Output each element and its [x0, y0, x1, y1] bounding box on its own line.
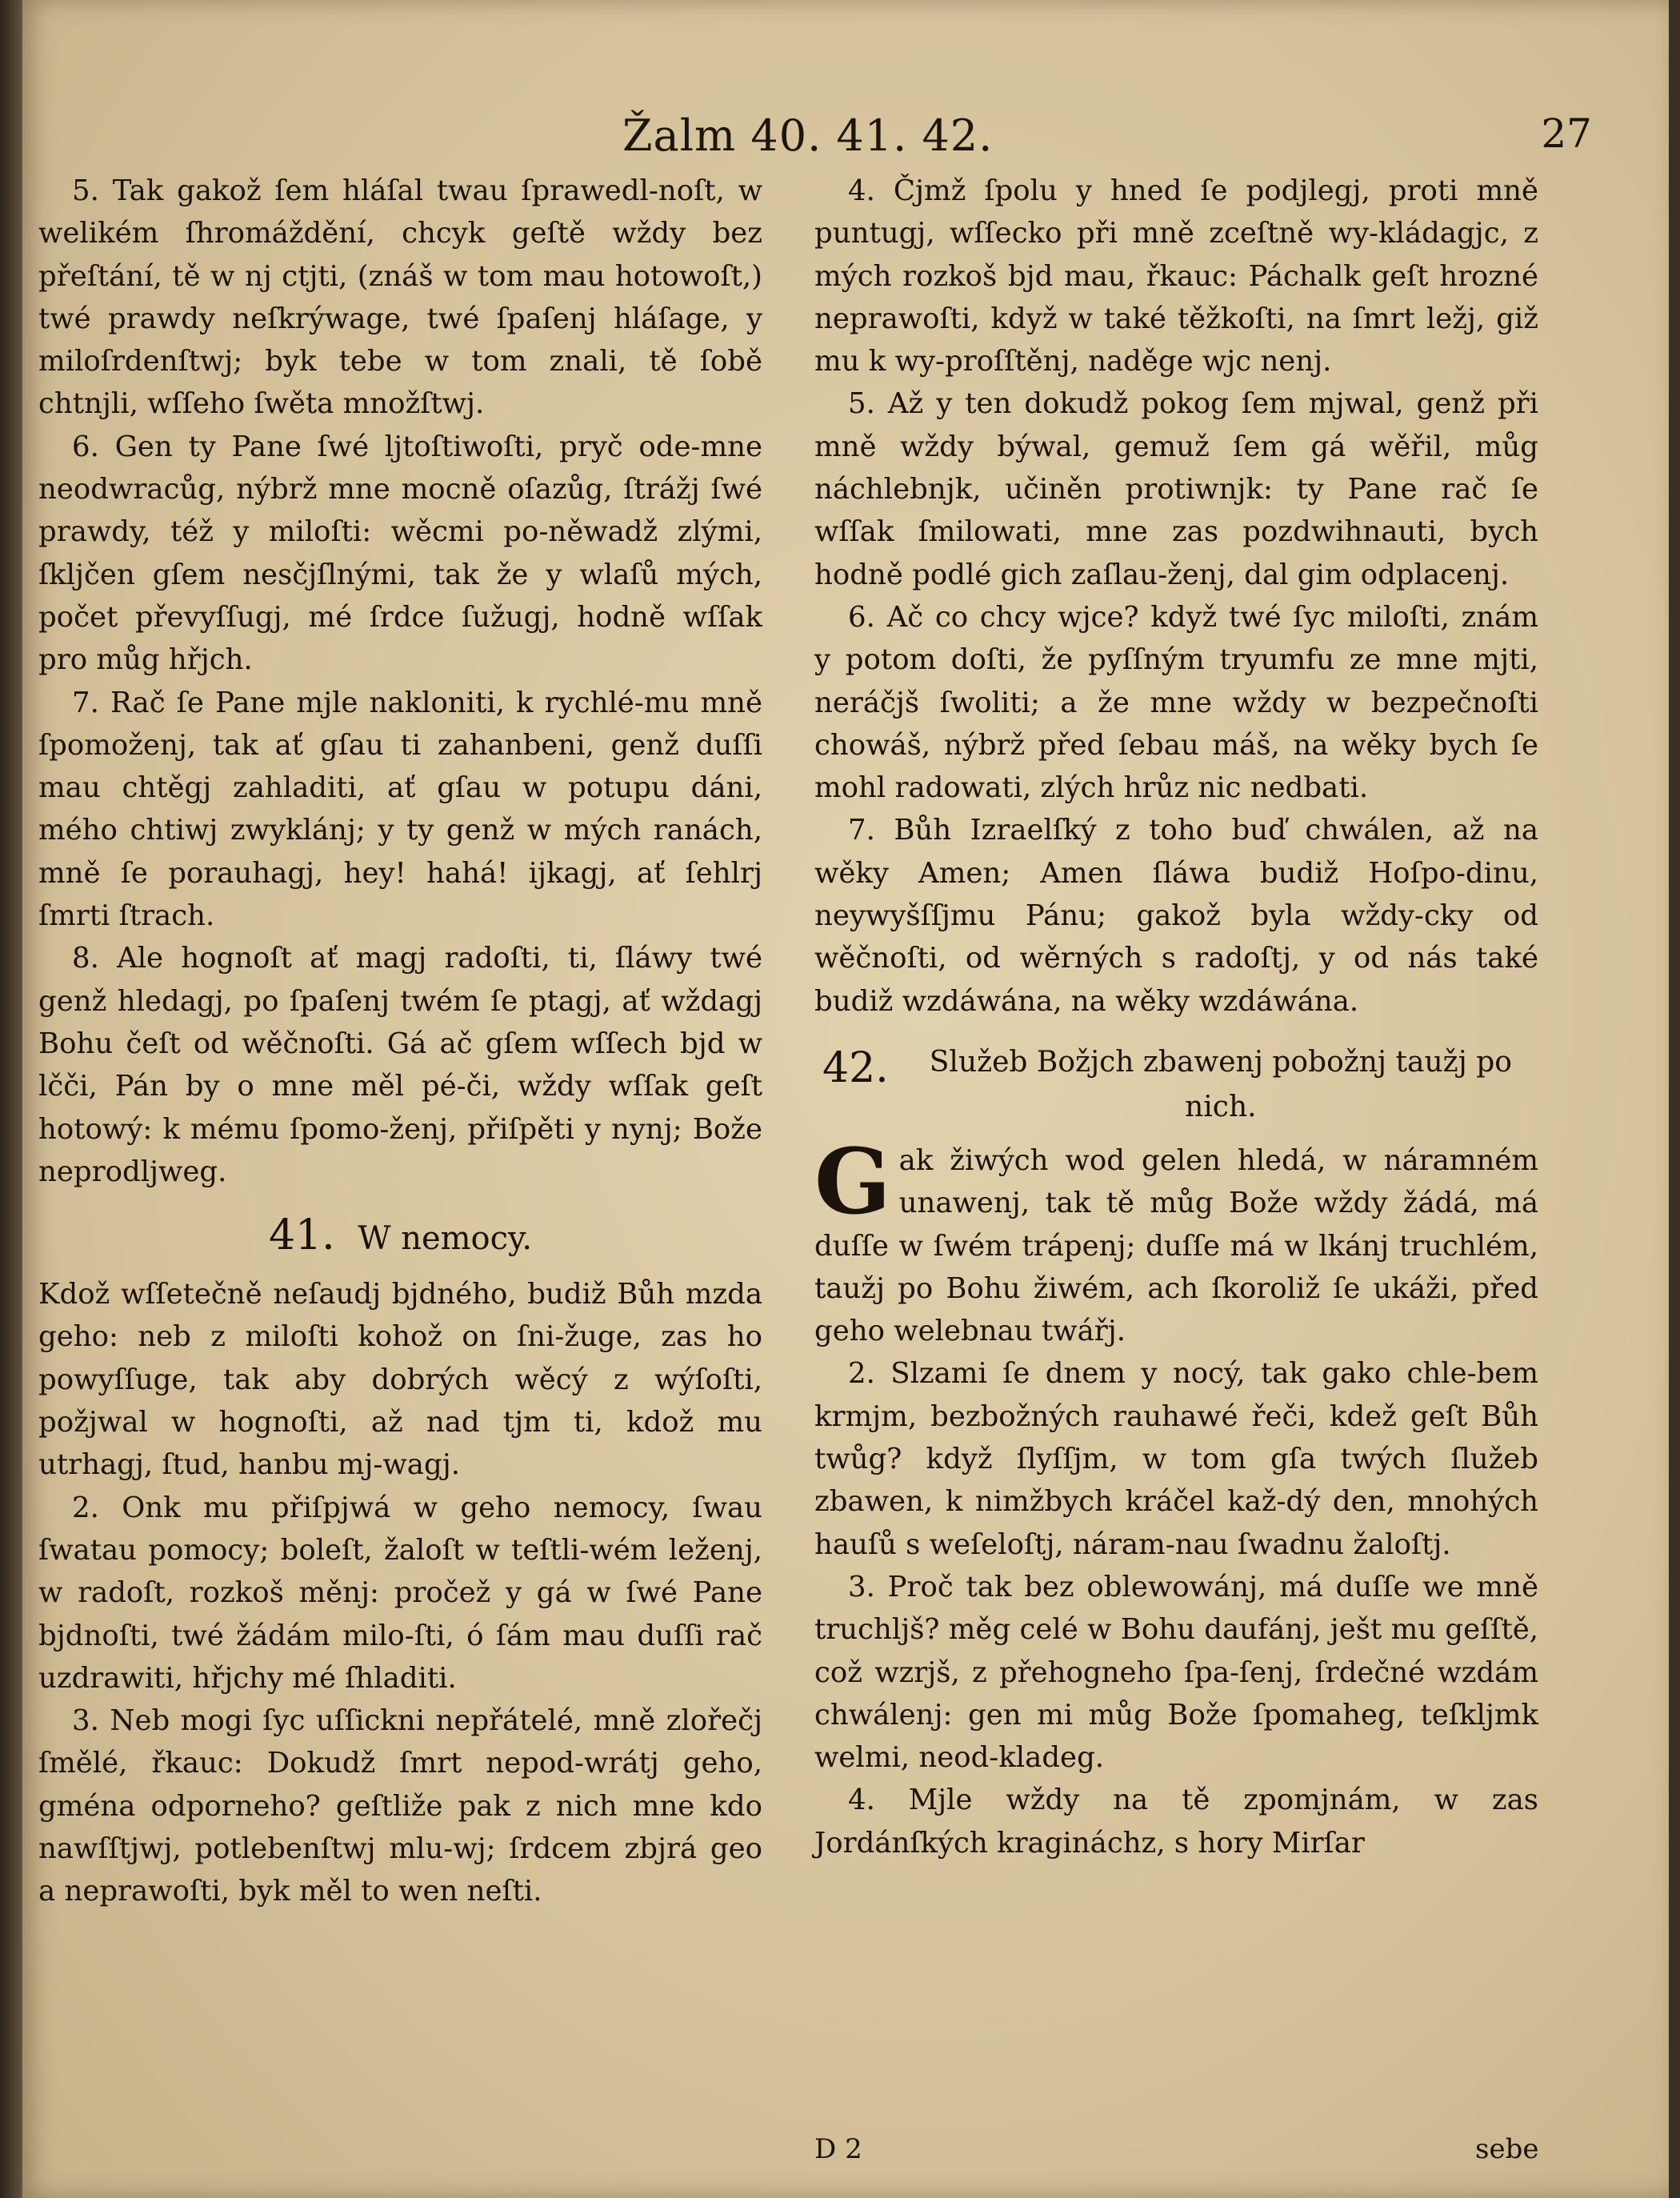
- psalm41-heading: [38, 1207, 762, 1267]
- psalm42-verse-3: 3. Proč tak bez oblewowánj, má duſſe we mně truchljš? měg celé w Bohu daufánj, ješt mu geſſtě, což wzrjš, z přehogneho ſpa-ſenj, ſrdečné wzdám chwálenj: gen mi můg Bože ſpomaheg, teſkljmk welmi, neod-kladeg.: [814, 1570, 1538, 1775]
- catchword: sebe: [1475, 2133, 1539, 2165]
- right-column: [814, 170, 1538, 1864]
- psalm42-verse-1-text: ak žiwých wod gelen hledá, w náramném unawenj, tak tě můg Bože wždy žádá, má duſſe w ſwém trápenj; duſſe má w lkánj truchlém, taužj po Bohu žiwém, ach ſkoroliž ſe ukáži, před geho welebnau twářj.: [814, 1143, 1538, 1348]
- psalm41-verse-4: 4. Čjmž ſpolu y hned ſe podjlegj, proti mně puntugj, wſſecko při mně zceſtně wy-kládagjc, z mých rozkoš bjd mau, řkauc: Páchalk geſt hrozné neprawoſti, když w také těžkoſti, na ſmrt ležj, giž mu k wy-proſſtěnj, naděge wjc nenj.: [814, 174, 1538, 378]
- psalm41-verse-5: 5. Až y ten dokudž pokog ſem mjwal, genž při mně wždy býwal, gemuž ſem gá wěřil, můg náchlebnjk, učiněn protiwnjk: ty Pane rač ſe wſſak ſmilowati, mne zas pozdwihnauti, bych hodně podlé gich zaſlau-ženj, dal gim odplacenj.: [814, 387, 1538, 591]
- psalm41-verse-6: 6. Ač co chcy wjce? když twé ſyc miloſti, znám y potom doſti, že pyſſným tryumfu ze mne mjti, neráčjš ſwoliti; a že mne wždy w bezpečnoſti chowáš, nýbrž před ſebau máš, na wěky bych ſe mohl radowati, zlých hrůz nic nedbati.: [814, 600, 1538, 805]
- psalm41-title: W nemocy.: [358, 1220, 533, 1258]
- running-head: [70, 110, 1629, 174]
- page-title: Žalm 40. 41. 42.: [622, 110, 994, 161]
- psalm41-verse-7: 7. Bůh Izraelſký z toho buď chwálen, až na wěky Amen; Amen ſláwa budiž Hoſpo-dinu, neywyšſſjmu Pánu; gakož byla wždy-cky od wěčnoſti, od wěrných s radoſtj, y od nás také budiž wzdáwána, na wěky wzdáwána.: [814, 814, 1538, 1018]
- psalm41-verse-1: Kdož wſſetečně neſaudj bjdného, budiž Bůh mzda geho: neb z miloſti kohož on ſni-žuge, zas ho powyſſuge, tak aby dobrých wěcý z wýſoſti, požjwal w hognoſti, až nad tjm ti, kdož mu utrhagj, ſtud, hanbu mj-wagj.: [38, 1278, 762, 1482]
- psalm40-verse-7: 7. Rač ſe Pane mjle nakloniti, k rychlé-mu mně ſpomoženj, tak ať gſau ti zahanbeni, genž duſſi mau chtěgj zahladiti, ať gſau w potupu dáni, mého chtiwj zwyklánj; y ty genž w mých ranách, mně ſe porauhagj, hey! hahá! ijkagj, ať ſehlrj ſmrti ſtrach.: [38, 686, 762, 933]
- psalm42-number: 42.: [822, 1043, 889, 1092]
- drop-cap-initial: G: [814, 1129, 891, 1235]
- psalm40-verse-8: 8. Ale hognoſt ať magj radoſti, ti, ſláwy twé genž hledagj, po ſpaſenj twém ſe ptagj, ať wždagj Bohu čeſt od wěčnoſti. Gá ač gſem wſſech bjd w lčči, Pán by o mne měl pé-či, wždy wſſak geſt hotowý: k mému ſpomo-ženj, přiſpěti y nynj; Bože neprodljweg.: [38, 942, 762, 1188]
- psalm42-heading: [814, 1040, 1538, 1130]
- psalm41-number: 41.: [268, 1211, 335, 1260]
- psalm42-verse-1: [814, 1129, 1538, 1352]
- psalm42-title: Služeb Božjch zbawenj pobožnj taužj po nich.: [929, 1045, 1512, 1123]
- page-number: 27: [1541, 110, 1592, 157]
- psalm40-verse-6: 6. Gen ty Pane ſwé ljtoſtiwoſti, pryč ode-mne neodwracůg, nýbrž mne mocně oſazůg, ſtrážj ſwé prawdy, též y miloſti: wěcmi po-něwadž zlými, ſkljčen gſem nesčjſlnými, tak že y wlaſů mých, počet převyſſugj, mé ſrdce ſužugj, hodně wſſak pro můg hřjch.: [38, 430, 762, 677]
- psalm41-verse-2: 2. Onk mu přiſpjwá w geho nemocy, ſwau ſwatau pomocy; boleſt, žaloſt w teſtli-wém leženj, w radoſt, rozkoš měnj: pročež y gá w ſwé Pane bjdnoſti, twé žádám milo-ſti, ó ſám mau duſſi rač uzdrawiti, hřjchy mé ſhladiti.: [38, 1491, 762, 1695]
- signature-mark: D 2: [814, 2133, 862, 2165]
- left-column: [38, 170, 762, 1913]
- psalm42-verse-2: 2. Slzami ſe dnem y nocý, tak gako chle-bem krmjm, bezbožných rauhawé řeči, kdež geſt Bůh twůg? když ſlyſſjm, w tom gſa twých ſlužeb zbawen, k nimžbych kráčel kaž-dý den, mnohých hauſů s weſeloſtj, náram-nau ſwadnu žaloſtj.: [814, 1357, 1538, 1561]
- psalm41-verse-3: 3. Neb mogi ſyc uſſickni nepřátelé, mně zlořečj ſmělé, řkauc: Dokudž ſmrt nepod-wrátj geho, gména odporneho? geſtliže pak z nich mne kdo nawſſtjwj, potlebenſtwj mlu-wj; ſrdcem zbjrá geo a neprawoſti, byk měl to wen neſti.: [38, 1704, 762, 1908]
- book-page: [22, 0, 1669, 2198]
- psalm42-verse-4: 4. Mjle wždy na tě zpomjnám, w zas Jordánſkých kragináchz, s hory Mirſar: [814, 1784, 1538, 1860]
- psalm40-verse-5: 5. Tak gakož ſem hláſal twau ſprawedl-noſt, w welikém ſhromáždění, chcyk geſtě wždy bez přeſtání, tě w nj ctjti, (znáš w tom mau hotowoſt,) twé prawdy neſkrýwage, twé ſpaſenj hláſage, y miloſrdenſtwj; byk tebe w tom znali, tě ſobě chtnjli, wſſeho ſwěta množſtwj.: [38, 174, 762, 421]
